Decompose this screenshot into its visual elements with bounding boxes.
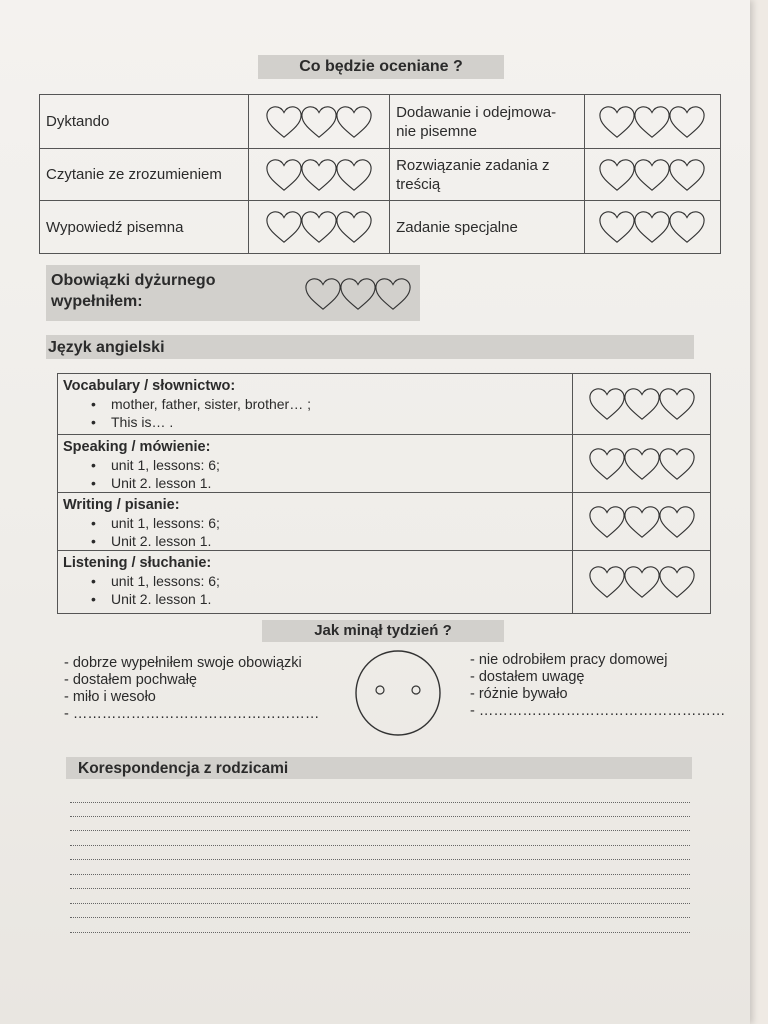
writing-line — [70, 874, 690, 875]
heart-icon[interactable] — [304, 274, 342, 314]
heart-icon[interactable] — [658, 502, 696, 542]
heart-cell — [573, 493, 711, 551]
grading-label — [40, 201, 249, 254]
heart-group — [573, 384, 710, 424]
heart-group — [298, 273, 418, 315]
heart-outline — [624, 506, 658, 536]
heart-group — [585, 155, 720, 195]
heart-icon[interactable] — [339, 274, 377, 314]
heart-outline — [635, 159, 669, 189]
heart-outline — [600, 159, 634, 189]
heart-icon[interactable] — [265, 102, 303, 142]
face-icon — [353, 648, 443, 738]
heart-outline — [337, 159, 371, 189]
grading-label — [390, 149, 585, 201]
heart-cell — [584, 95, 720, 149]
writing-line — [70, 917, 690, 918]
grading-label-text: Wypowiedź pisemna — [46, 218, 184, 236]
section-list — [58, 514, 572, 550]
heart-icon[interactable] — [300, 207, 338, 247]
heart-group — [585, 102, 720, 142]
page-title: Co będzie oceniane ? — [258, 55, 504, 79]
heart-outline — [670, 159, 704, 189]
heart-icon[interactable] — [668, 207, 706, 247]
heart-icon[interactable] — [265, 155, 303, 195]
heart-outline — [600, 212, 634, 242]
week-positive-item: - dostałem pochwałę — [64, 672, 197, 688]
heart-icon[interactable] — [588, 384, 626, 424]
heart-outline — [659, 506, 693, 536]
heart-icon[interactable] — [668, 102, 706, 142]
heart-icon[interactable] — [300, 102, 338, 142]
heart-icon[interactable] — [300, 155, 338, 195]
heart-outline — [670, 212, 704, 242]
heart-icon[interactable] — [374, 274, 412, 314]
english-section — [58, 493, 573, 551]
heart-outline — [635, 106, 669, 136]
heart-outline — [341, 279, 375, 309]
heart-cell — [248, 149, 389, 201]
writing-line — [70, 903, 690, 904]
heart-outline — [624, 389, 658, 419]
grading-label-text: Dodawanie i odejmowa- nie pisemne — [396, 103, 557, 140]
english-section — [58, 435, 573, 493]
face-left-eye — [376, 686, 384, 694]
heart-outline — [589, 389, 623, 419]
heart-outline — [624, 448, 658, 478]
section-list — [58, 395, 572, 431]
week-negative-item: - różnie bywało — [470, 686, 568, 702]
heart-outline — [589, 448, 623, 478]
heart-outline — [267, 106, 301, 136]
week-negative-item: - dostałem uwagę — [470, 669, 585, 685]
section-list — [58, 456, 572, 492]
grading-label-text: Czytanie ze zrozumieniem — [46, 166, 222, 183]
heart-outline — [670, 106, 704, 136]
week-title: Jak minął tydzień ? — [262, 620, 504, 642]
heart-icon[interactable] — [598, 102, 636, 142]
section-list — [58, 572, 572, 608]
writing-line — [70, 830, 690, 831]
grading-label — [40, 95, 249, 149]
section-title: Vocabulary / słownictwo: — [63, 378, 236, 394]
face-outline — [356, 651, 440, 735]
section-title: Writing / pisanie: — [63, 497, 180, 513]
heart-outline — [659, 389, 693, 419]
heart-outline — [337, 212, 371, 242]
writing-line — [70, 932, 690, 933]
heart-icon[interactable] — [598, 207, 636, 247]
heart-outline — [302, 106, 336, 136]
heart-icon[interactable] — [588, 444, 626, 484]
heart-outline — [306, 279, 340, 309]
writing-line — [70, 888, 690, 889]
grading-table — [39, 94, 721, 254]
heart-cell — [584, 149, 720, 201]
heart-icon[interactable] — [623, 444, 661, 484]
heart-outline — [635, 212, 669, 242]
week-positive-item: - …………………………………………… — [64, 706, 320, 722]
heart-icon[interactable] — [588, 562, 626, 602]
duty-label: Obowiązki dyżurnego wypełniłem: — [51, 272, 216, 310]
week-negative-item: - …………………………………………… — [470, 703, 726, 719]
heart-icon[interactable] — [633, 207, 671, 247]
list-item: • unit 1, lessons: 6; — [91, 572, 572, 590]
heart-cell — [573, 551, 711, 614]
heart-icon[interactable] — [335, 207, 373, 247]
heart-icon[interactable] — [335, 102, 373, 142]
list-item: • Unit 2. lesson 1. — [91, 532, 572, 550]
list-item: • mother, father, sister, brother… ; — [91, 395, 572, 413]
heart-icon[interactable] — [265, 207, 303, 247]
list-item: • unit 1, lessons: 6; — [91, 514, 572, 532]
week-positive-item: - miło i wesoło — [64, 689, 156, 705]
grading-label-text: Dyktando — [46, 113, 110, 130]
heart-group — [249, 102, 389, 142]
heart-outline — [624, 567, 658, 597]
list-item: • This is… . — [91, 413, 572, 431]
correspondence-title: Korespondencja z rodzicami — [66, 757, 692, 779]
heart-cell — [248, 95, 389, 149]
heart-outline — [659, 448, 693, 478]
week-positive-item: - dobrze wypełniłem swoje obowiązki — [64, 655, 302, 671]
week-negative-item: - nie odrobiłem pracy domowej — [470, 652, 668, 668]
heart-outline — [302, 159, 336, 189]
heart-icon[interactable] — [588, 502, 626, 542]
heart-icon[interactable] — [633, 155, 671, 195]
writing-line — [70, 802, 690, 803]
heart-icon[interactable] — [335, 155, 373, 195]
writing-line — [70, 816, 690, 817]
heart-group — [573, 502, 710, 542]
heart-outline — [659, 567, 693, 597]
heart-outline — [267, 212, 301, 242]
face-right-eye — [412, 686, 420, 694]
heart-icon[interactable] — [668, 155, 706, 195]
heart-icon[interactable] — [633, 102, 671, 142]
grading-label-text: Zadanie specjalne — [396, 218, 518, 236]
heart-outline — [600, 106, 634, 136]
heart-icon[interactable] — [658, 444, 696, 484]
heart-group — [249, 155, 389, 195]
english-section — [58, 551, 573, 614]
heart-outline — [337, 106, 371, 136]
list-item: • Unit 2. lesson 1. — [91, 474, 572, 492]
heart-cell — [584, 201, 720, 254]
heart-cell — [248, 201, 389, 254]
week-negative-list — [470, 652, 726, 720]
grading-label — [40, 149, 249, 201]
heart-outline — [376, 279, 410, 309]
grading-label — [390, 201, 585, 254]
heart-cell — [573, 435, 711, 493]
heart-outline — [302, 212, 336, 242]
heart-group — [585, 207, 720, 247]
english-section — [58, 374, 573, 435]
heart-icon[interactable] — [598, 155, 636, 195]
writing-line — [70, 859, 690, 860]
heart-outline — [267, 159, 301, 189]
english-title: Język angielski — [46, 335, 694, 359]
section-title: Speaking / mówienie: — [63, 439, 211, 455]
heart-outline — [589, 506, 623, 536]
week-positive-list — [64, 655, 344, 723]
list-item: • unit 1, lessons: 6; — [91, 456, 572, 474]
english-table — [57, 373, 711, 614]
writing-line — [70, 845, 690, 846]
heart-cell — [573, 374, 711, 435]
heart-outline — [589, 567, 623, 597]
grading-label-text: Rozwiązanie zadania z treścią — [396, 156, 550, 193]
list-item: • Unit 2. lesson 1. — [91, 590, 572, 608]
heart-icon[interactable] — [658, 562, 696, 602]
heart-group — [573, 444, 710, 484]
heart-icon[interactable] — [623, 562, 661, 602]
heart-group — [249, 207, 389, 247]
duty-band — [46, 265, 420, 321]
heart-group — [573, 562, 710, 602]
grading-label — [390, 95, 585, 149]
heart-icon[interactable] — [623, 502, 661, 542]
heart-icon[interactable] — [623, 384, 661, 424]
section-title: Listening / słuchanie: — [63, 555, 212, 571]
heart-icon[interactable] — [658, 384, 696, 424]
